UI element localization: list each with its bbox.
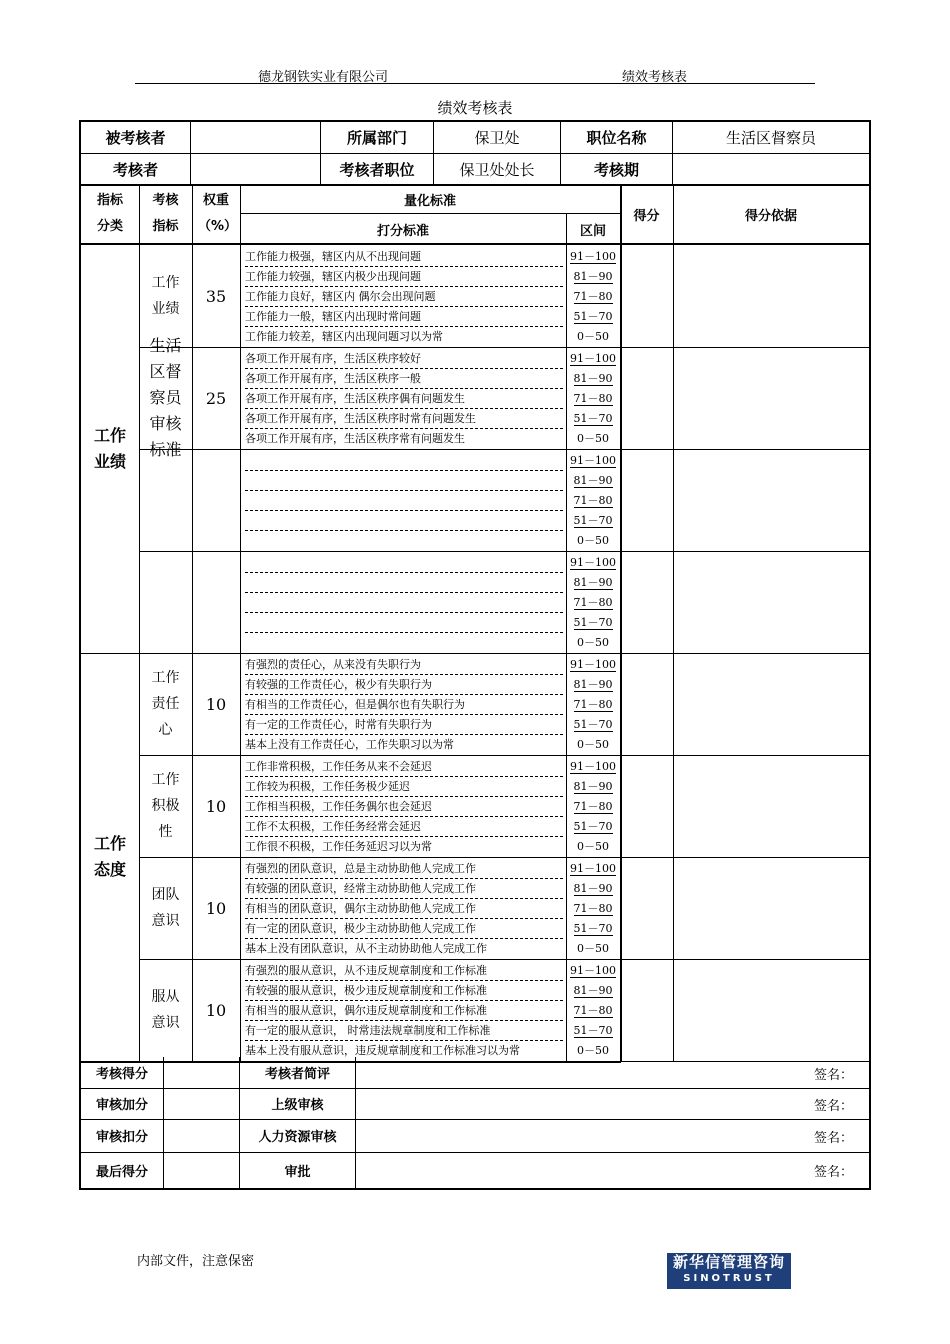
criteria-row (245, 511, 563, 531)
range-value: 91－100 (570, 454, 616, 467)
criteria-row: 有较强的团队意识，经常主动协助他人完成工作 (245, 879, 563, 899)
criteria-row: 各项工作开展有序，生活区秩序较好 (245, 349, 563, 369)
range-value: 0－50 (577, 942, 609, 955)
col-score: 得分 (633, 208, 660, 224)
range-value: 0－50 (577, 534, 609, 547)
criteria-row: 有较强的工作责任心，极少有失职行为 (245, 675, 563, 695)
weight-value: 10 (205, 796, 227, 816)
criteria-row: 基本上没有服从意识，违反规章制度和工作标准习以为常 (245, 1044, 520, 1057)
weight-value: 25 (205, 388, 227, 408)
range-cell (566, 287, 620, 307)
score-cell[interactable] (620, 653, 673, 755)
range-value: 71－80 (573, 902, 613, 915)
score-cell[interactable] (620, 449, 673, 551)
weight-value (192, 551, 240, 653)
range-value: 91－100 (570, 760, 616, 773)
info-box (79, 120, 871, 186)
indicator-label: 工作积极性 (151, 772, 180, 840)
basis-cell[interactable] (673, 959, 869, 1061)
range-value: 81－90 (573, 678, 613, 691)
dept-value[interactable]: 保卫处 (434, 122, 561, 154)
score-input[interactable] (163, 1088, 240, 1119)
score-input[interactable] (163, 1152, 240, 1188)
range-value: 81－90 (573, 270, 613, 283)
range-value: 81－90 (573, 372, 613, 385)
range-value: 81－90 (573, 882, 613, 895)
range-value: 81－90 (573, 576, 613, 589)
criteria-row: 工作不太积极，工作任务经常会延迟 (245, 817, 563, 837)
indicator-label: 工作责任心 (151, 670, 180, 738)
range-value: 71－80 (573, 290, 613, 303)
col-weight: 权重（%） (198, 193, 238, 234)
criteria-row: 各项工作开展有序，生活区秩序偶有问题发生 (245, 389, 563, 409)
logo-line2: SINOTRUST (683, 1273, 775, 1284)
basis-cell[interactable] (673, 449, 869, 551)
column-divider (139, 184, 140, 1061)
range-value: 51－70 (573, 310, 613, 323)
signature-field[interactable]: 签名： (813, 1131, 853, 1146)
review-label: 人力资源审核 (240, 1119, 356, 1152)
criteria-row (245, 451, 563, 471)
criteria-row (245, 471, 563, 491)
header-divider (240, 213, 620, 214)
range-cell (566, 939, 620, 959)
range-value: 91－100 (570, 862, 616, 875)
period-value[interactable] (673, 154, 869, 184)
score-input[interactable] (163, 1057, 240, 1088)
criteria-row: 基本上没有工作责任心，工作失职习以为常 (245, 738, 454, 751)
criteria-row: 有一定的工作责任心，时常有失职行为 (245, 715, 563, 735)
range-cell (566, 961, 620, 981)
criteria-row: 工作能力较差，辖区内出现问题习以为常 (245, 330, 443, 343)
indicator-name (139, 449, 192, 551)
signature-row (81, 1057, 869, 1088)
range-cell (566, 695, 620, 715)
score-cell[interactable] (620, 959, 673, 1061)
signature-row (81, 1152, 869, 1188)
basis-cell[interactable] (673, 347, 869, 449)
range-cell (566, 675, 620, 695)
range-cell (566, 777, 620, 797)
criteria-row (245, 633, 563, 653)
weight-value: 10 (205, 1000, 227, 1020)
examiner-position-value[interactable]: 保卫处处长 (434, 154, 561, 184)
criteria-row (245, 491, 563, 511)
weight-value: 35 (205, 286, 227, 306)
range-cell (566, 369, 620, 389)
range-cell (566, 573, 620, 593)
examinee-value[interactable] (191, 122, 321, 154)
range-cell (566, 429, 620, 449)
range-value: 0－50 (577, 432, 609, 445)
category-cell (81, 245, 139, 653)
position-label: 职位名称 (561, 122, 673, 154)
period-label: 考核期 (561, 154, 673, 184)
criteria-row (245, 573, 563, 593)
col-category: 指标分类 (96, 193, 123, 234)
criteria-row: 工作较为积极，工作任务极少延迟 (245, 777, 563, 797)
score-input[interactable] (163, 1119, 240, 1152)
range-value: 91－100 (570, 250, 616, 263)
review-label: 考核者简评 (240, 1057, 356, 1088)
score-label: 考核得分 (95, 1067, 148, 1082)
indicator-label: 生活区督察员审核标准 (149, 336, 182, 459)
score-cell[interactable] (620, 347, 673, 449)
category-label: 工作业绩 (93, 426, 126, 471)
criteria-row: 有相当的服从意识，偶尔违反规章制度和工作标准 (245, 1001, 563, 1021)
range-cell (566, 1001, 620, 1021)
indicator-name (139, 653, 192, 755)
header-rule (135, 83, 815, 84)
range-cell (566, 879, 620, 899)
range-cell (566, 1021, 620, 1041)
document-title: 绩效考核表 (437, 99, 513, 117)
examinee-label: 被考核者 (81, 122, 191, 154)
col-quant: 量化标准 (403, 193, 456, 209)
range-cell (566, 531, 620, 551)
range-value: 51－70 (573, 820, 613, 833)
score-label: 审核扣分 (95, 1130, 148, 1145)
header-company: 德龙钢铁实业有限公司 (258, 70, 389, 85)
range-value: 51－70 (573, 616, 613, 629)
criteria-row: 工作非常积极，工作任务从来不会延迟 (245, 757, 563, 777)
indicator-label: 团队意识 (151, 887, 180, 929)
position-value[interactable]: 生活区督察员 (673, 122, 869, 154)
basis-cell[interactable] (673, 755, 869, 857)
range-value: 71－80 (573, 1004, 613, 1017)
score-cell[interactable] (620, 857, 673, 959)
examiner-position-label: 考核者职位 (321, 154, 434, 184)
col-criteria: 打分标准 (376, 223, 429, 239)
signature-row (81, 1119, 869, 1152)
header-form-name: 绩效考核表 (622, 70, 688, 85)
range-value: 51－70 (573, 922, 613, 935)
range-value: 51－70 (573, 514, 613, 527)
range-value: 0－50 (577, 840, 609, 853)
range-value: 81－90 (573, 474, 613, 487)
range-value: 91－100 (570, 964, 616, 977)
range-cell (566, 553, 620, 573)
range-cell (566, 655, 620, 675)
criteria-row: 工作能力良好，辖区内 偶尔会出现问题 (245, 287, 563, 307)
range-cell (566, 981, 620, 1001)
range-value: 91－100 (570, 352, 616, 365)
range-cell (566, 715, 620, 735)
indicator-name (139, 755, 192, 857)
criteria-row: 工作能力一般，辖区内出现时常问题 (245, 307, 563, 327)
range-value: 91－100 (570, 658, 616, 671)
range-cell (566, 757, 620, 777)
weight-value: 10 (205, 694, 227, 714)
assessment-table (79, 184, 871, 1057)
indicator-name (139, 857, 192, 959)
indicator-name (139, 245, 192, 347)
weight-value: 10 (205, 898, 227, 918)
criteria-row: 有强烈的团队意识，总是主动协助他人完成工作 (245, 859, 563, 879)
criteria-row: 各项工作开展有序，生活区秩序时常有问题发生 (245, 409, 563, 429)
range-value: 71－80 (573, 494, 613, 507)
category-label: 工作态度 (93, 834, 126, 879)
range-cell (566, 267, 620, 287)
indicator-label: 工作业绩 (151, 275, 180, 317)
range-cell (566, 247, 620, 267)
criteria-row: 有相当的工作责任心，但是偶尔也有失职行为 (245, 695, 563, 715)
review-label: 上级审核 (240, 1088, 356, 1119)
criteria-row: 各项工作开展有序，生活区秩序常有问题发生 (245, 432, 465, 445)
range-value: 0－50 (577, 330, 609, 343)
criteria-row: 有强烈的责任心，从来没有失职行为 (245, 655, 563, 675)
category-cell (81, 653, 139, 1061)
range-cell (566, 511, 620, 531)
column-divider (192, 184, 193, 1061)
range-value: 91－100 (570, 556, 616, 569)
indicator-name (139, 336, 192, 459)
score-cell[interactable] (620, 245, 673, 347)
range-value: 71－80 (573, 800, 613, 813)
range-value: 0－50 (577, 636, 609, 649)
column-divider (673, 184, 674, 1061)
criteria-row: 有较强的服从意识，极少违反规章制度和工作标准 (245, 981, 563, 1001)
criteria-row: 基本上没有团队意识，从不主动协助他人完成工作 (245, 942, 487, 955)
basis-cell[interactable] (673, 551, 869, 653)
col-range: 区间 (579, 223, 606, 239)
range-cell (566, 307, 620, 327)
range-cell (566, 797, 620, 817)
criteria-row: 有一定的团队意识，极少主动协助他人完成工作 (245, 919, 563, 939)
indicator-name (139, 959, 192, 1061)
criteria-row (245, 531, 563, 551)
criteria-row: 各项工作开展有序，生活区秩序一般 (245, 369, 563, 389)
criteria-row: 工作能力较强，辖区内极少出现问题 (245, 267, 563, 287)
basis-cell[interactable] (673, 245, 869, 347)
criteria-row: 有相当的团队意识，偶尔主动协助他人完成工作 (245, 899, 563, 919)
signature-section (79, 1057, 871, 1190)
range-cell (566, 349, 620, 369)
range-value: 51－70 (573, 1024, 613, 1037)
score-cell[interactable] (620, 755, 673, 857)
range-cell (566, 633, 620, 653)
indicator-label: 服从意识 (151, 989, 180, 1031)
criteria-row (245, 593, 563, 613)
confidential-note: 内部文件，注意保密 (137, 1254, 255, 1269)
basis-cell[interactable] (673, 857, 869, 959)
range-cell (566, 471, 620, 491)
col-basis: 得分依据 (744, 208, 797, 224)
score-label: 最后得分 (95, 1164, 148, 1180)
range-value: 51－70 (573, 718, 613, 731)
examiner-label: 考核者 (81, 154, 191, 184)
range-cell (566, 409, 620, 429)
column-divider (566, 214, 567, 1061)
review-label: 审批 (240, 1152, 356, 1188)
range-cell (566, 919, 620, 939)
examiner-value[interactable] (191, 154, 321, 184)
signature-field[interactable]: 签名： (813, 1099, 853, 1114)
criteria-row: 有强烈的服从意识，从不违反规章制度和工作标准 (245, 961, 563, 981)
criteria-row (245, 553, 563, 573)
signature-row (81, 1088, 869, 1119)
indicator-name (139, 551, 192, 653)
range-value: 0－50 (577, 738, 609, 751)
col-indicator: 考核指标 (152, 193, 179, 234)
range-value: 0－50 (577, 1044, 609, 1057)
weight-value (192, 449, 240, 551)
criteria-row: 有一定的服从意识， 时常违法规章制度和工作标准 (245, 1021, 563, 1041)
range-cell (566, 491, 620, 511)
range-cell (566, 389, 620, 409)
score-cell[interactable] (620, 551, 673, 653)
range-cell (566, 859, 620, 879)
sinotrust-logo (667, 1253, 791, 1289)
range-cell (566, 735, 620, 755)
range-right-rule (620, 184, 622, 1061)
range-value: 81－90 (573, 984, 613, 997)
range-value: 71－80 (573, 596, 613, 609)
logo-line1: 新华信管理咨询 (672, 1253, 785, 1271)
criteria-row: 工作能力极强，辖区内从不出现问题 (245, 247, 563, 267)
range-cell (566, 613, 620, 633)
score-label: 审核加分 (95, 1098, 148, 1113)
range-cell (566, 837, 620, 857)
range-cell (566, 817, 620, 837)
range-value: 71－80 (573, 392, 613, 405)
range-value: 71－80 (573, 698, 613, 711)
criteria-row (245, 613, 563, 633)
signature-field[interactable]: 签名： (813, 1068, 853, 1083)
range-value: 51－70 (573, 412, 613, 425)
range-cell (566, 451, 620, 471)
dept-label: 所属部门 (321, 122, 434, 154)
signature-field[interactable]: 签名： (813, 1165, 853, 1180)
range-cell (566, 593, 620, 613)
range-cell (566, 327, 620, 347)
range-value: 81－90 (573, 780, 613, 793)
range-cell (566, 899, 620, 919)
column-divider (240, 184, 241, 1061)
basis-cell[interactable] (673, 653, 869, 755)
criteria-row: 工作相当积极，工作任务偶尔也会延迟 (245, 797, 563, 817)
criteria-row: 工作很不积极，工作任务延迟习以为常 (245, 840, 432, 853)
